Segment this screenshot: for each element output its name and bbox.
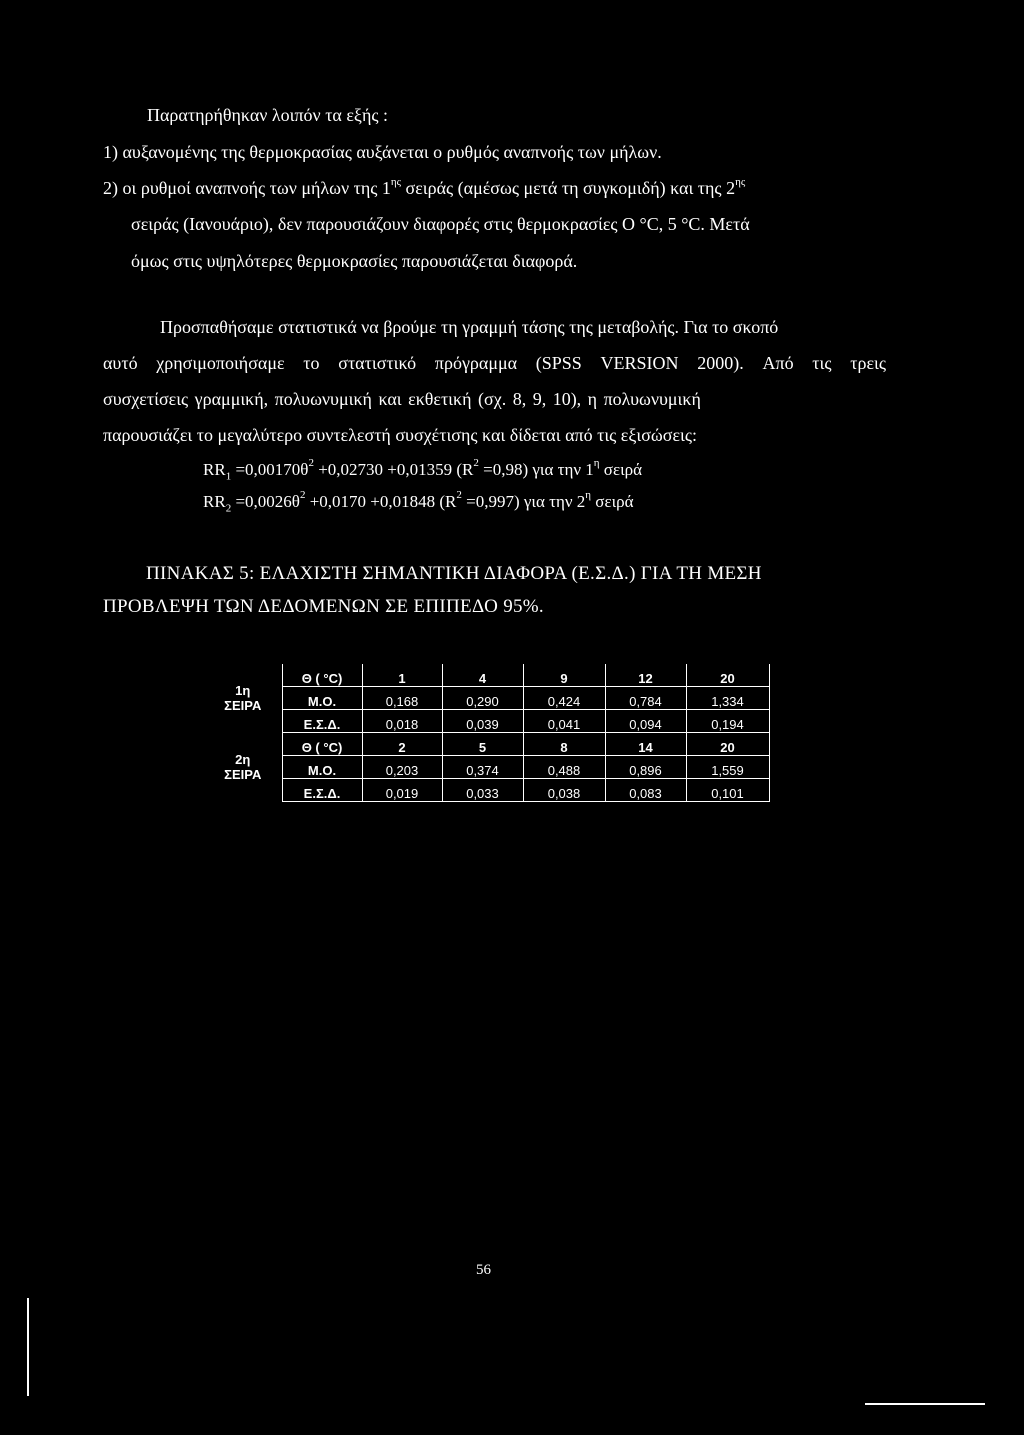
lsd-table xyxy=(204,664,770,802)
table-row: Ε.Σ.Δ. 0,018 0,039 0,041 0,094 0,194 xyxy=(204,710,769,733)
table-row: Ε.Σ.Δ. 0,019 0,033 0,038 0,083 0,101 xyxy=(204,779,769,802)
equation-series-2: $RR_2 =0,0026\theta^2 +0,0170 +0,01848$ $(R^2 =0,997)$ για την $2^\eta$ σειρά xyxy=(203,489,634,515)
ordinal-suffix: ης xyxy=(390,176,401,188)
series-2-label: 2η ΣΕΙΡΑ xyxy=(224,752,262,782)
scan-edge-line xyxy=(865,1403,985,1405)
ordinal-suffix: ης xyxy=(735,176,746,188)
scan-edge-line xyxy=(27,1298,29,1396)
table-title-line-2: ΠΡΟΒΛΕΨΗ ΤΩΝ ΔΕΔΟΜΕΝΩΝ ΣΕ ΕΠΙΠΕΔΟ 95%. xyxy=(103,596,544,617)
page-number: 56 xyxy=(476,1262,491,1278)
observation-2-text-a: 2) οι ρυθμοί αναπνοής των μήλων της 1 xyxy=(103,178,391,198)
table-row: 2η ΣΕΙΡΑ Θ ( °C) 2 5 8 14 20 xyxy=(204,733,769,756)
paragraph-2-line-1: Προσπαθήσαμε στατιστικά να βρούμε τη γραμμή τάσης της μεταβολής. Για το σκοπό xyxy=(160,317,779,337)
observation-2-line-3: όμως στις υψηλότερες θερμοκρασίες παρουσιάζεται διαφορά. xyxy=(131,251,578,271)
table-row: Μ.Ο. 0,203 0,374 0,488 0,896 1,559 xyxy=(204,756,769,779)
table-title-line-1: ΠΙΝΑΚΑΣ 5: ΕΛΑΧΙΣΤΗ ΣΗΜΑΝΤΙΚΗ ΔΙΑΦΟΡΑ (Ε.Σ.Δ.) ΓΙΑ ΤΗ ΜΕΣΗ xyxy=(146,563,762,584)
observation-2-text-b: σειράς (αμέσως μετά τη συγκομιδή) και της 2 xyxy=(401,178,736,198)
observation-2-line-2: σειράς (Ιανουάριο), δεν παρουσιάζουν διαφορές στις θερμοκρασίες O °C, 5 °C. Μετά xyxy=(131,214,750,234)
paragraph-2-line-3: συσχετίσεις γραμμική, πολυωνυμική και εκθετική (σχ. 8, 9, 10), η πολυωνυμική xyxy=(103,389,701,409)
equation-series-1: $RR_1 =0,00170\theta^2 +0,02730 +0,01359$ $(R^2 =0,98)$ για την $1^\eta$ σειρά xyxy=(203,457,643,483)
series-1-label: 1η ΣΕΙΡΑ xyxy=(224,683,262,714)
observation-2-line-1 xyxy=(103,177,745,199)
table-row: 1η ΣΕΙΡΑ Θ ( °C) 1 4 9 12 20 xyxy=(204,664,769,687)
intro-line: Παρατηρήθηκαν λοιπόν τα εξής : xyxy=(147,105,388,125)
observation-1: 1) αυξανομένης της θερμοκρασίας αυξάνεται ο ρυθμός αναπνοής των μήλων. xyxy=(103,142,662,162)
paragraph-2-line-4: παρουσιάζει το μεγαλύτερο συντελεστή συσχέτισης και δίδεται από τις εξισώσεις: xyxy=(103,425,698,445)
paragraph-2-line-2: αυτό χρησιμοποιήσαμε το στατιστικό πρόγραμμα (SPSS VERSION 2000). Από τις τρεις xyxy=(103,353,886,373)
table-row: Μ.Ο. 0,168 0,290 0,424 0,784 1,334 xyxy=(204,687,769,710)
